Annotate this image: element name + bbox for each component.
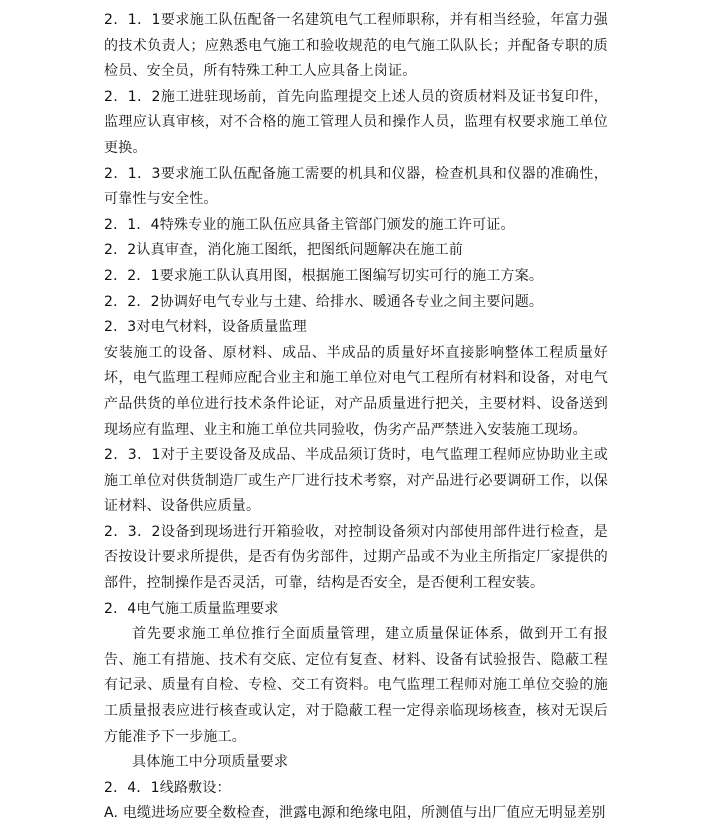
section-heading-2-2: 2．2认真审查，消化施工图纸，把图纸问题解决在施工前 [104,242,464,259]
paragraph-2-1-2: 2．1．2施工进驻现场前，首先向监理提交上述人员的资质材料及证书复印件，监理应认真审核，对不合格的施工管理人员和操作人员，监理有权要求施工单位更换。 [104,88,608,156]
paragraph-quality-management: 首先要求施工单位推行全面质量管理，建立质量保证体系，做到开工有报告、施工有措施、技术有交底、定位有复查、材料、设备有试验报告、隐蔽工程有记录、质量有自检、专检、交工有资料。电气监理工程师对施工单位交验的施工质量报表应进行核查或认定，对于隐蔽工程一定得亲临现场核查，核对无误后方能准予下一步施工。 [104,626,608,745]
paragraph-2-1-3: 2．1．3要求施工队伍配备施工需要的机具和仪器，检查机具和仪器的准确性，可靠性与安全性。 [104,165,608,208]
paragraph-materials-quality: 安装施工的设备、原材料、成品、半成品的质量好坏直接影响整体工程质量好坏，电气监理工程师应配合业主和施工单位对电气工程所有材料和设备，对电气产品供货的单位进行技术条件论证，对产品质量进行把关，主要材料、设备送到现场应有监理、业主和施工单位共同验收，伪劣产品严禁进入安装施工现场。 [104,344,608,438]
paragraph-2-3-2: 2．3．2设备到现场进行开箱验收，对控制设备须对内部使用部件进行检查，是否按设计要求所提供，是否有伪劣部件，过期产品或不为业主所指定厂家提供的部件，控制操作是否灵活，可靠，结构是否安全，是否便利工程安装。 [104,523,608,592]
paragraph-2-2-2: 2．2．2协调好电气专业与土建、给排水、暖通各专业之间主要问题。 [104,293,544,310]
paragraph-2-1-1: 2．1．1要求施工队伍配备一名建筑电气工程师职称，并有相当经验，年富力强的技术负责人；应熟悉电气施工和验收规范的电气施工队队长；并配备专职的质检员、安全员，所有特殊工种工人应具备上岗证。 [104,12,608,80]
paragraph-2-4-1: 2．4．1线路敷设： [104,779,231,796]
document-body [104,8,608,827]
paragraph-2-3-1: 2．3．1对于主要设备及成品、半成品须订货时，电气监理工程师应协助业主或施工单位对供货制造厂或生产厂进行技术考察，对产品进行必要调研工作，以保证材料、设备供应质量。 [104,447,608,515]
section-heading-2-4: 2．4电气施工质量监理要求 [104,600,279,617]
paragraph-2-2-1: 2．2．1要求施工队认真用图，根据施工图编写切实可行的施工方案。 [104,267,544,284]
paragraph-cable-inspection: A. 电缆进场应要全数检查，泄露电源和绝缘电阻，所测值与出厂值应无明显差别 [104,805,606,822]
paragraph-2-1-4: 2．1．4特殊专业的施工队伍应具备主管部门颁发的施工许可证。 [104,216,515,233]
section-heading-2-3: 2．3对电气材料，设备质量监理 [104,319,307,336]
paragraph-subitem-requirements: 具体施工中分项质量要求 [132,754,289,771]
